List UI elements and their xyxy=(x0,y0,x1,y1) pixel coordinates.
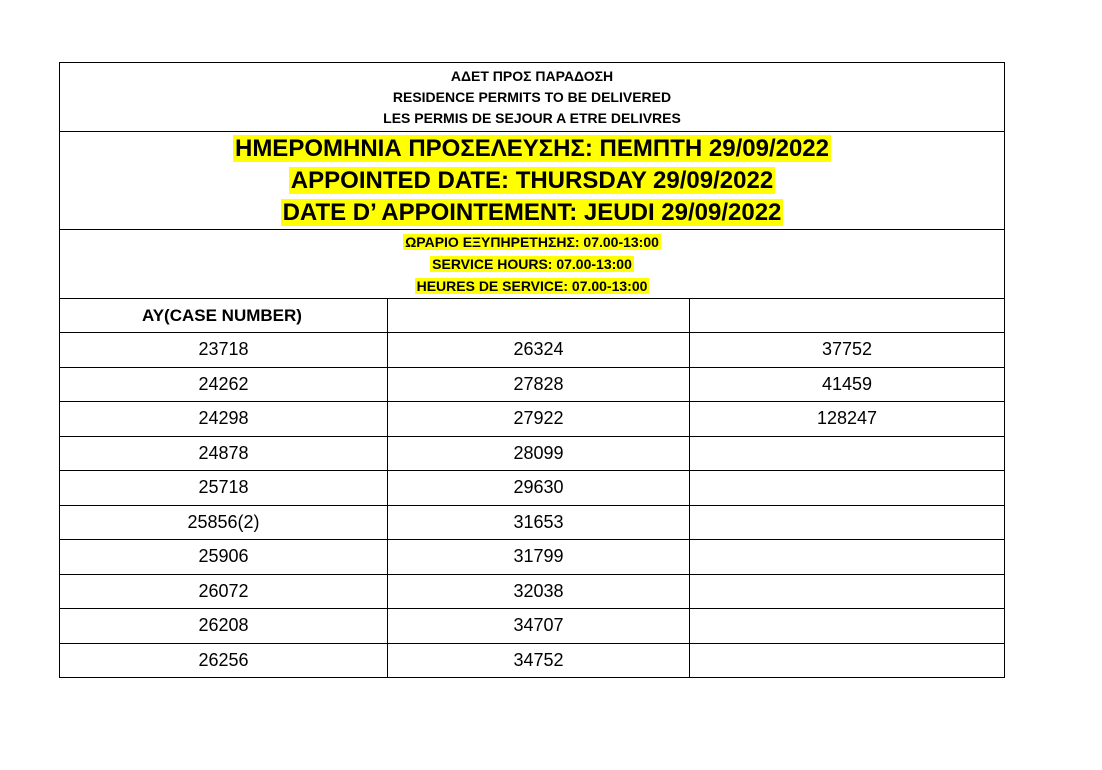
case-number-cell: 27922 xyxy=(388,402,690,437)
case-number-cell: 29630 xyxy=(388,471,690,506)
service-hours-french: HEURES DE SERVICE: 07.00-13:00 xyxy=(416,278,648,294)
case-number-cell: 24262 xyxy=(60,367,388,402)
service-hours-greek: ΩΡΑΡΙΟ ΕΞΥΠΗΡΕΤΗΣΗΣ: 07.00-13:00 xyxy=(405,234,659,250)
case-number-cell: 31653 xyxy=(388,505,690,540)
table-row xyxy=(60,402,1005,437)
case-number-cell: 27828 xyxy=(388,367,690,402)
case-number-cell xyxy=(690,471,1005,506)
table-row xyxy=(60,643,1005,678)
case-number-cell xyxy=(690,609,1005,644)
column-header: AY(CASE NUMBER) xyxy=(60,299,388,333)
case-number-cell: 23718 xyxy=(60,333,388,368)
table-row xyxy=(60,540,1005,575)
case-number-cell: 24878 xyxy=(60,436,388,471)
case-number-cell: 26072 xyxy=(60,574,388,609)
case-number-cell: 25906 xyxy=(60,540,388,575)
table-row xyxy=(60,505,1005,540)
appointment-date-english: APPOINTED DATE: THURSDAY 29/09/2022 xyxy=(290,166,774,194)
case-number-cell: 37752 xyxy=(690,333,1005,368)
service-hours-cell xyxy=(60,230,1005,299)
title-row xyxy=(60,63,1005,132)
case-number-cell xyxy=(690,574,1005,609)
title-french: LES PERMIS DE SEJOUR A ETRE DELIVRES xyxy=(383,110,681,126)
column-header xyxy=(690,299,1005,333)
appointment-date-greek: ΗΜΕΡΟΜΗΝΙΑ ΠΡΟΣΕΛΕΥΣΗΣ: ΠΕΜΠΤΗ 29/09/2022 xyxy=(234,134,829,162)
case-number-cell: 26208 xyxy=(60,609,388,644)
column-header xyxy=(388,299,690,333)
table-row xyxy=(60,333,1005,368)
case-number-cell: 26256 xyxy=(60,643,388,678)
table-row xyxy=(60,471,1005,506)
table-row xyxy=(60,436,1005,471)
case-number-cell: 128247 xyxy=(690,402,1005,437)
case-number-cell: 25856(2) xyxy=(60,505,388,540)
appointment-date-cell xyxy=(60,132,1005,230)
title-greek: ΑΔΕΤ ΠΡΟΣ ΠΑΡΑΔΟΣΗ xyxy=(450,68,614,84)
appointment-date-french: DATE D’ APPOINTEMENT: JEUDI 29/09/2022 xyxy=(282,198,782,226)
case-number-cell: 25718 xyxy=(60,471,388,506)
case-number-cell xyxy=(690,436,1005,471)
case-number-table xyxy=(59,62,1005,678)
case-number-cell xyxy=(690,505,1005,540)
service-hours-row xyxy=(60,230,1005,299)
table-row xyxy=(60,574,1005,609)
title-cell xyxy=(60,63,1005,132)
case-number-cell: 41459 xyxy=(690,367,1005,402)
case-number-cell: 26324 xyxy=(388,333,690,368)
service-hours-english: SERVICE HOURS: 07.00-13:00 xyxy=(432,256,632,272)
case-number-cell: 31799 xyxy=(388,540,690,575)
case-number-cell: 28099 xyxy=(388,436,690,471)
table-row xyxy=(60,609,1005,644)
title-english: RESIDENCE PERMITS TO BE DELIVERED xyxy=(392,89,672,105)
case-number-cell: 32038 xyxy=(388,574,690,609)
case-number-cell: 34707 xyxy=(388,609,690,644)
column-header-row xyxy=(60,299,1005,333)
case-number-cell: 24298 xyxy=(60,402,388,437)
case-number-cell xyxy=(690,643,1005,678)
appointment-date-row xyxy=(60,132,1005,230)
case-number-cell xyxy=(690,540,1005,575)
table-row xyxy=(60,367,1005,402)
case-number-cell: 34752 xyxy=(388,643,690,678)
